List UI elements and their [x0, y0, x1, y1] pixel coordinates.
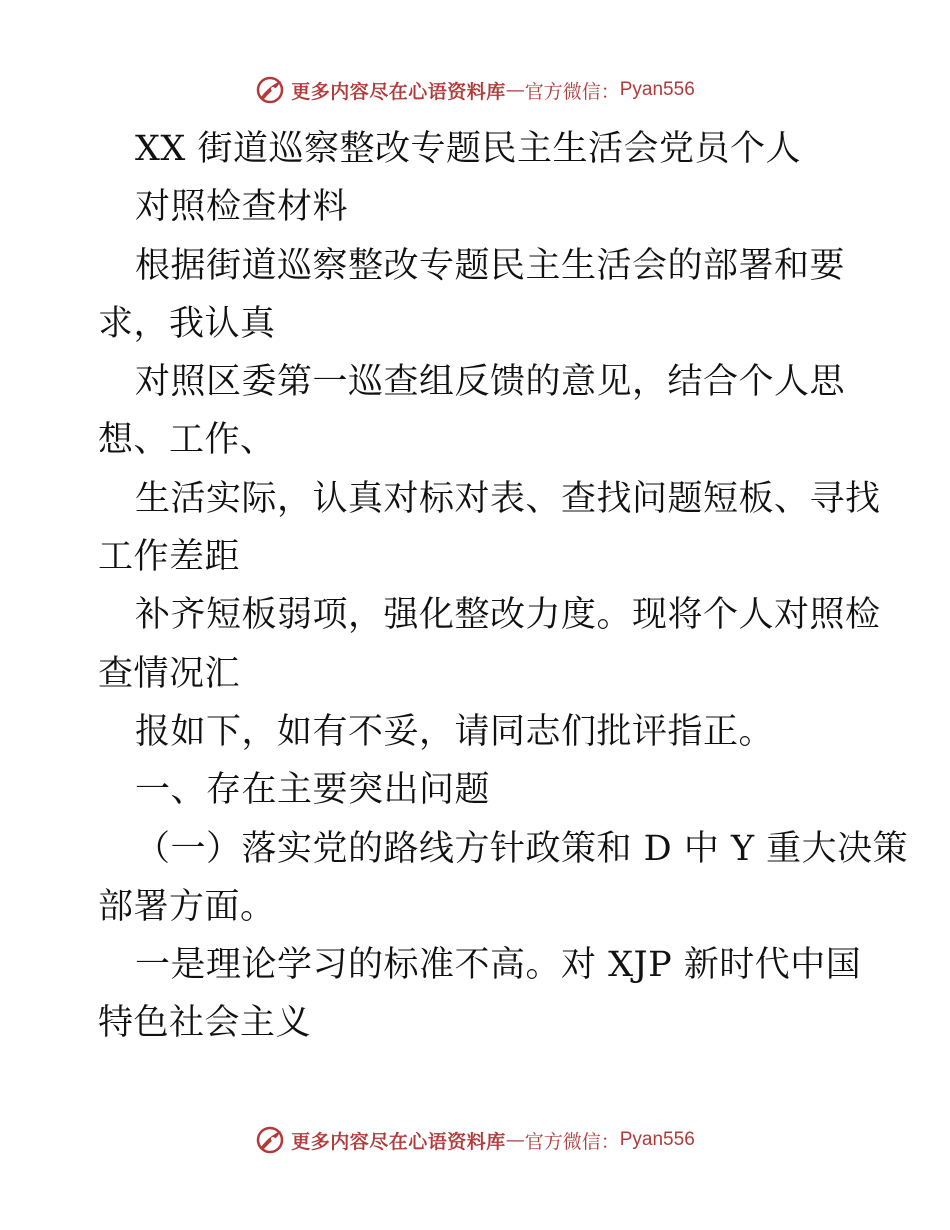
text-line: 查情况汇: [98, 653, 241, 694]
pen-logo-icon: [255, 75, 285, 105]
text-line: 对照检查材料: [135, 187, 349, 228]
pen-logo-icon: [255, 1125, 285, 1155]
text-line: 对照区委第一巡查组反馈的意见，结合个人思: [135, 362, 846, 403]
text-line: 求，我认真: [98, 303, 276, 344]
text-line: 补齐短板弱项，强化整改力度。现将个人对照检: [135, 595, 881, 636]
banner-wechat-label: 官方微信：: [524, 1130, 620, 1153]
text-line: 特色社会主义: [98, 1003, 312, 1044]
text-line: 一是理论学习的标准不高。对 XJP 新时代中国: [135, 945, 862, 986]
text-line: 报如下，如有不妥，请同志们批评指正。: [135, 711, 775, 752]
banner-wechat-id: Pyan556: [619, 79, 695, 100]
banner-site-text: 更多内容尽在心语资料库: [291, 80, 506, 103]
banner-wechat-label: 官方微信：: [524, 80, 620, 103]
banner-separator: —: [505, 79, 525, 101]
footer-banner: [0, 1120, 950, 1160]
text-line: 根据街道巡察整改专题民主生活会的部署和要: [135, 245, 846, 286]
banner-separator: —: [505, 1129, 525, 1151]
text-line: （一）落实党的路线方针政策和 D 中 Y 重大决策: [135, 828, 909, 869]
text-line: 一、存在主要突出问题: [135, 770, 491, 811]
text-line: 生活实际，认真对标对表、查找问题短板、寻找: [135, 478, 881, 519]
text-line: 工作差距: [98, 537, 241, 578]
text-line: 部署方面。: [98, 886, 276, 927]
text-line: XX 街道巡察整改专题民主生活会党员个人: [135, 129, 801, 169]
banner-site-text: 更多内容尽在心语资料库: [291, 1130, 506, 1153]
text-line: 想、工作、: [98, 420, 276, 461]
document-body: [98, 120, 909, 1053]
banner-wechat-id: Pyan556: [619, 1129, 695, 1150]
header-banner: [0, 70, 950, 110]
